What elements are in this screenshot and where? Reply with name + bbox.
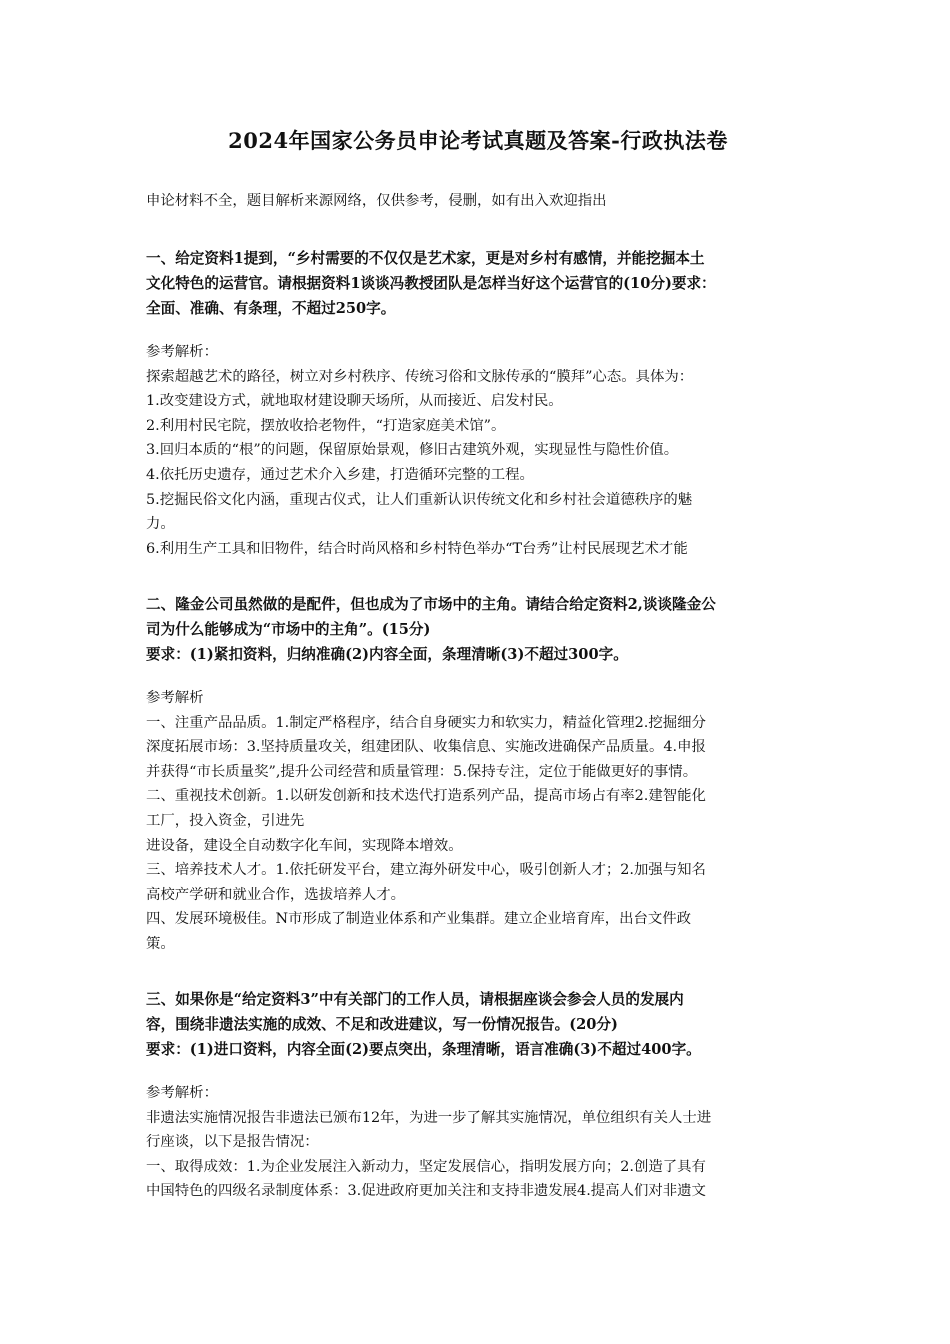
question-2 (146, 592, 810, 667)
document-title: 2024年国家公务员申论考试真题及答案-行政执法卷 (228, 128, 728, 153)
answer-label: 参考解析 (146, 690, 204, 706)
question-line: 文化特色的运营官。请根据资料1谈谈冯教授团队是怎样当好这个运营官的(10分)要求： (146, 275, 716, 292)
answer-line: 探索超越艺术的路径，树立对乡村秩序、传统习俗和文脉传承的“膜拜”心态。具体为： (146, 368, 694, 385)
answer-line: 3.回归本质的“根”的问题，保留原始景观，修旧古建筑外观，实现显性与隐性价值。 (146, 442, 679, 459)
answer-line: 一、取得成效：1.为企业发展注入新动力，坚定发展信心，指明发展方向；2.创造了具有 (146, 1158, 706, 1175)
answer-1 (146, 340, 810, 561)
answer-2 (146, 686, 810, 957)
question-line: 要求：(1)紧扣资料，归纳准确(2)内容全面，条理清晰(3)不超过300字。 (146, 646, 628, 663)
answer-line: 一、注重产品品质。1.制定严格程序，结合自身硬实力和软实力，精益化管理2.挖掘细分 (146, 714, 706, 731)
answer-line: 并获得“市长质量奖”,提升公司经营和质量管理：5.保持专注，定位于能做更好的事情。 (146, 763, 698, 780)
question-line: 二、隆金公司虽然做的是配件，但也成为了市场中的主角。请结合给定资料2,谈谈隆金公 (146, 596, 716, 613)
answer-line: 二、重视技术创新。1.以研发创新和技术迭代打造系列产品，提高市场占有率2.建智能化 (146, 788, 706, 805)
answer-line: 四、发展环境极佳。N市形成了制造业体系和产业集群。建立企业培育库，出台文件政 (146, 911, 692, 928)
answer-3 (146, 1081, 810, 1204)
question-3 (146, 987, 810, 1062)
answer-line: 高校产学研和就业合作，选拔培养人才。 (146, 886, 406, 903)
answer-line: 工厂，投入资金，引进先 (146, 812, 305, 829)
answer-line: 策。 (146, 935, 175, 952)
answer-line: 中国特色的四级名录制度体系：3.促进政府更加关注和支持非遗发展4.提高人们对非遗文 (146, 1183, 706, 1200)
question-line: 司为什么能够成为“市场中的主角”。(15分) (146, 621, 431, 638)
answer-line: 力。 (146, 516, 175, 533)
question-line: 一、给定资料1提到，“乡村需要的不仅仅是艺术家，更是对乡村有感情，并能挖掘本土 (146, 250, 705, 267)
answer-line: 1.改变建设方式，就地取材建设聊天场所，从而接近、启发村民。 (146, 393, 563, 410)
question-line: 容，围绕非遗法实施的成效、不足和改进建议，写一份情况报告。(20分) (146, 1016, 618, 1033)
answer-line: 三、培养技术人才。1.依托研发平台，建立海外研发中心，吸引创新人才；2.加强与知名 (146, 862, 706, 879)
answer-line: 4.依托历史遗存，通过艺术介入乡建，打造循环完整的工程。 (146, 466, 534, 483)
answer-line: 6.利用生产工具和旧物件，结合时尚风格和乡村特色举办“T台秀”让村民展现艺术才能 (146, 540, 688, 557)
answer-label: 参考解析： (146, 1085, 218, 1101)
intro-note (146, 189, 810, 214)
answer-line: 非遗法实施情况报告非遗法已颁布12年，为进一步了解其实施情况，单位组织有关人士进 (146, 1109, 712, 1126)
answer-line: 5.挖掘民俗文化内涵，重现古仪式，让人们重新认识传统文化和乡村社会道德秩序的魅 (146, 491, 693, 508)
answer-line: 进设备，建设全自动数字化车间，实现降本增效。 (146, 837, 463, 854)
question-line: 全面、准确、有条理，不超过250字。 (146, 300, 396, 317)
answer-line: 2.利用村民宅院，摆放收拾老物件，“打造家庭美术馆”。 (146, 417, 506, 434)
answer-line: 行座谈，以下是报告情况： (146, 1134, 319, 1151)
question-line: 要求：(1)进口资料，内容全面(2)要点突出，条理清晰，语言准确(3)不超过400字。 (146, 1041, 701, 1058)
intro-text: 申论材料不全，题目解析来源网络，仅供参考，侵删，如有出入欢迎指出 (146, 193, 607, 209)
answer-line: 深度拓展市场：3.坚持质量攻关，组建团队、收集信息、实施改进确保产品质量。4.申报 (146, 739, 706, 756)
question-line: 三、如果你是“给定资料3”中有关部门的工作人员，请根据座谈会参会人员的发展内 (146, 991, 684, 1008)
answer-label: 参考解析： (146, 344, 218, 360)
question-1 (146, 246, 810, 321)
